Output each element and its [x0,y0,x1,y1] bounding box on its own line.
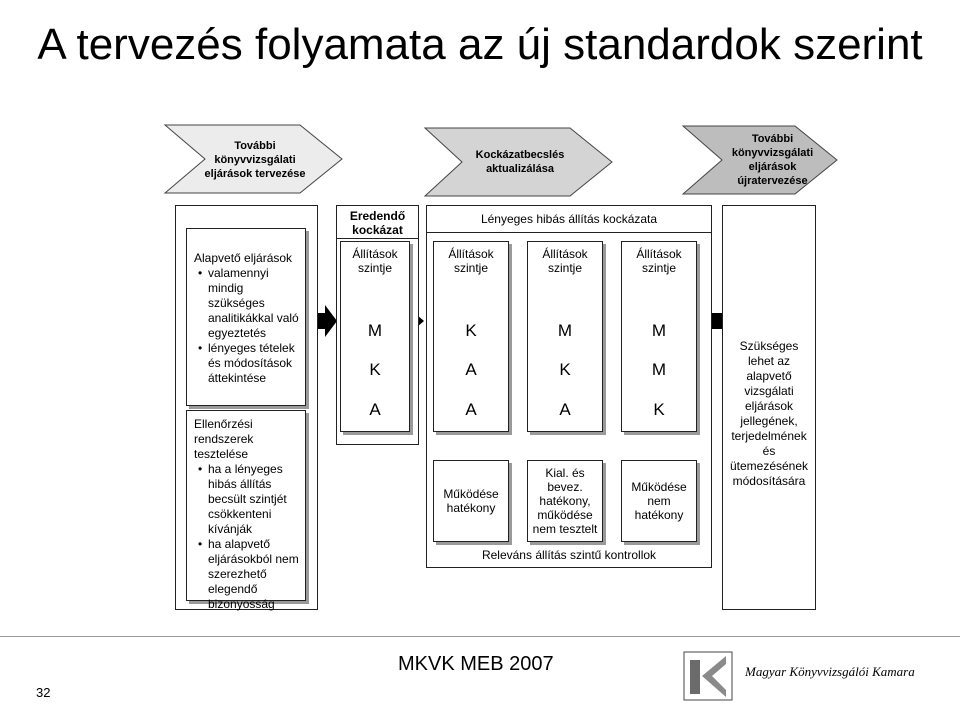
list-item: • valamennyi mindig szükséges analitikákkal való egyeztetés [194,266,301,341]
assertion-level-label: Állítások szintje [636,247,682,275]
control-effective-label: Működése hatékony [443,487,499,515]
control-untested-label: Kial. és bevez. hatékony, működése nem tesztelt [532,466,598,536]
assertion-level-label: Állítások szintje [448,247,494,275]
arrow-further-procedures-planning-label: További könyvvizsgálati eljárások tervezése [204,140,306,180]
page-number: 32 [36,685,51,700]
risk-level-letter: A [559,400,571,419]
risk-level-letter: K [369,360,381,379]
arrow-further-procedures-replanning-label: További könyvvizsgálati eljárások újratervezése [731,133,814,187]
arrow-risk-assessment-update-label: Kockázatbecslés aktualizálása [475,149,565,175]
footer-title: MKVK MEB 2007 [398,653,554,675]
control-testing-box [186,410,306,611]
risk-level-letter: M [651,360,667,379]
substantive-procedures-title: Alapvető eljárások [194,251,293,265]
control-ineffective-label: Működése nem hatékony [631,480,687,522]
inherent-risk-header: Eredendő kockázat [336,205,419,240]
control-untested-box [527,460,603,542]
control-testing-title: Ellenőrzési rendszerek tesztelése [194,417,254,461]
footer-divider [0,636,960,637]
controls-caption: Releváns állítás szintű kontrollok [481,548,657,562]
risk-level-letter: A [465,360,477,379]
control-effective-box [433,460,509,542]
risk-level-letter: M [557,321,573,340]
material-misstatement-header: Lényeges hibás állítás kockázata [426,205,712,234]
assertion-column-ineffective [621,241,697,432]
assertion-column-untested [527,241,603,432]
risk-level-letter: A [465,400,477,419]
risk-level-letter: K [559,360,571,379]
substantive-procedures-box [186,228,306,406]
risk-level-letter: A [369,400,381,419]
assertion-level-label: Állítások szintje [352,247,398,275]
risk-level-letter: K [465,321,477,340]
assertion-level-label: Állítások szintje [542,247,588,275]
risk-level-letter: K [653,400,665,419]
assertion-column-effective [433,241,509,432]
right-panel: Szükséges lehet az alapvető vizsgálati eljárások jellegének, terjedelmének és ütemezésének módosítására [722,205,816,610]
risk-level-letter: M [367,321,383,340]
list-item: • lényeges tételek és módosítások áttekintése [194,341,301,386]
assertion-column-inherent [340,241,410,432]
control-ineffective-box [621,460,697,542]
list-item: • ha alapvető eljárásokból nem szerezhető elegendő bizonyosság [194,537,301,612]
org-name: Magyar Könyvvizsgálói Kamara [745,664,915,679]
page-title: A tervezés folyamata az új standardok szerint [37,20,923,69]
list-item: • ha a lényeges hibás állítás becsült szintjét csökkenteni kívánják [194,462,301,537]
risk-level-letter: M [651,321,667,340]
